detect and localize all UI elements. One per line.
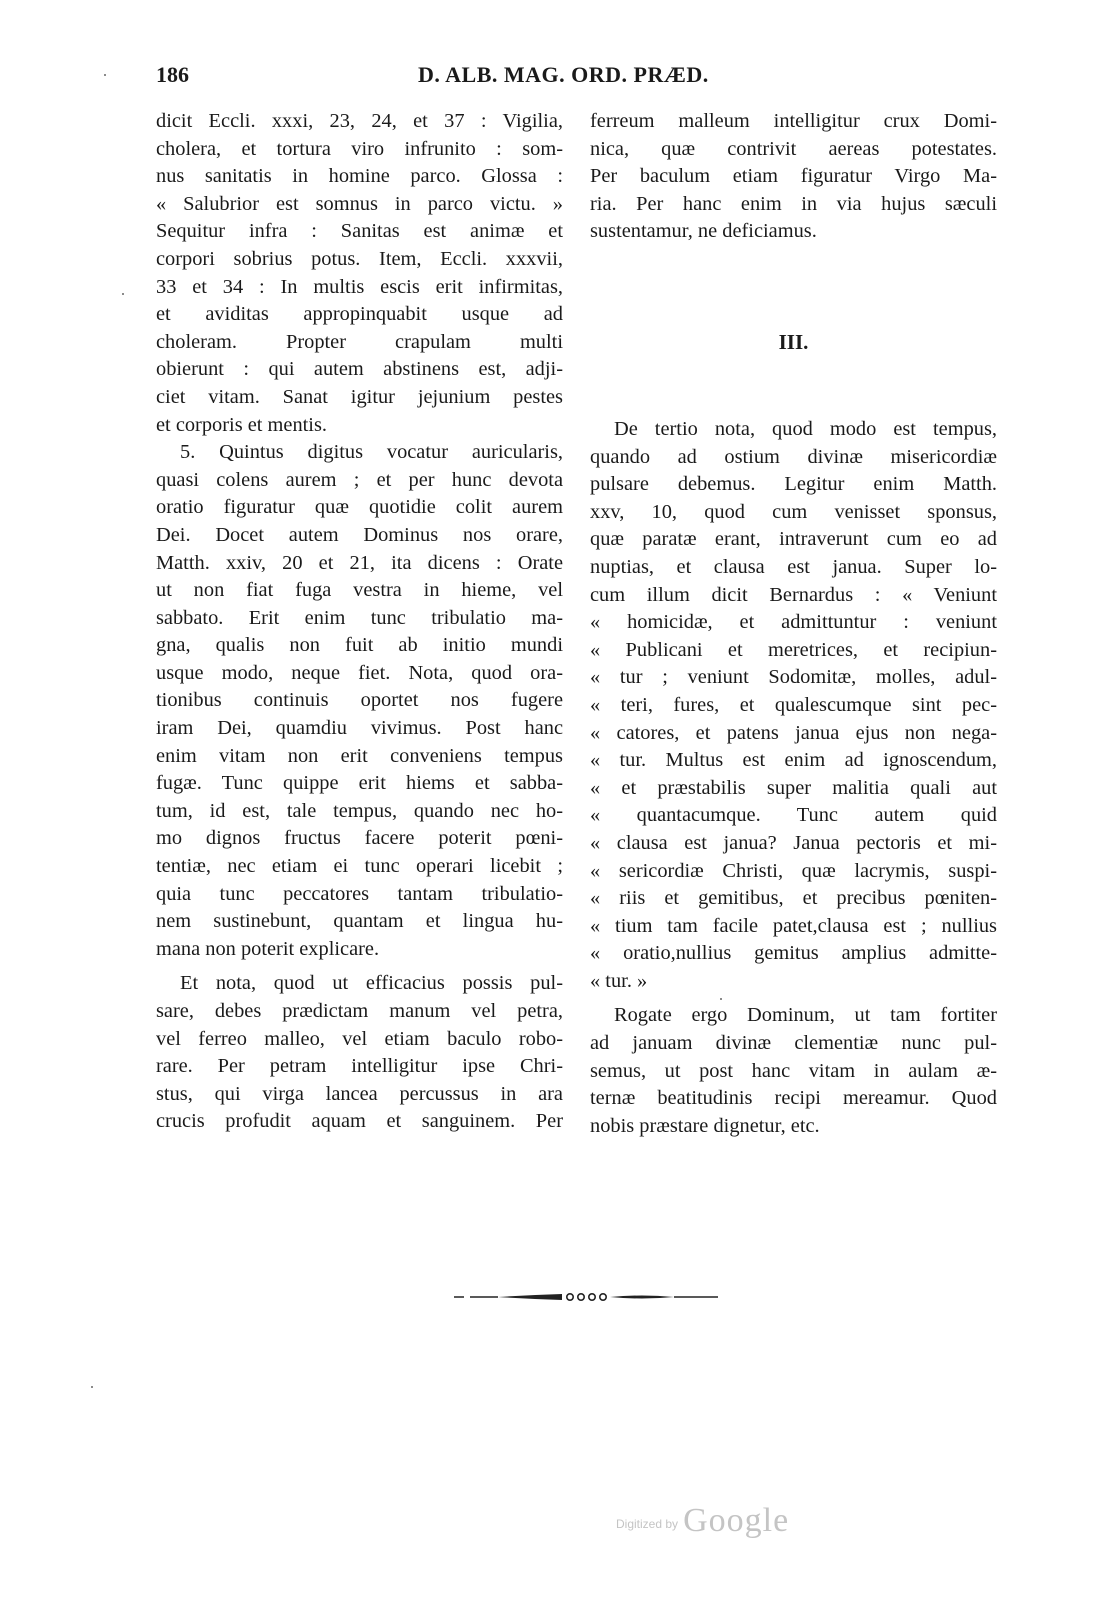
text-line: choleram. Propter crapulam multi [156,330,563,353]
text-line: rare. Per petram intelligitur ipse Chri- [156,1055,563,1078]
text-line: obierunt : qui autem abstinens est, adji- [156,358,563,381]
text-line: cholera, et tortura viro infrunito : som- [156,137,563,160]
text-line: nuptias, et clausa est janua. Super lo- [590,555,997,578]
text-line: dicit Eccli. xxxi, 23, 24, et 37 : Vigilia, [156,110,563,132]
text-line: usque modo, neque fiet. Nota, quod ora- [156,661,563,684]
text-line: quando ad ostium divinæ misericordiæ [590,445,997,468]
text-line: « teri, fures, et qualescumque sint pec- [590,693,997,716]
text-line: quæ paratæ erant, intraverunt cum eo ad [590,528,997,551]
text-line: « Salubrior est somnus in parco victu. » [156,192,563,215]
text-line: et aviditas appropinquabit usque ad [156,303,563,326]
text-line: nica, quæ contrivit aereas potestates. [590,137,997,160]
text-line: semus, ut post hanc vitam in aulam æ- [590,1059,997,1082]
text-line: sabbato. Erit enim tunc tribulatio ma- [156,606,563,629]
text-line: vel ferreo malleo, vel etiam baculo robo- [156,1027,563,1050]
text-line: Dei. Docet autem Dominus nos orare, [156,523,563,546]
text-line: nobis præstare dignetur, etc. [590,1114,820,1137]
left-column [156,108,563,1136]
text-line: tentiæ, nec etiam ei tunc operari licebit ; [156,855,563,878]
digitized-watermark [616,1502,789,1542]
section-heading: III. [778,330,809,354]
text-line: ut non fiat fuga vestra in hieme, vel [156,579,563,602]
ornament-rule [450,1286,722,1308]
text-line: gna, qualis non fuit ab initio mundi [156,634,563,657]
scan-speck [104,74,106,76]
text-line: « riis et gemitibus, et precibus pœniten- [590,887,997,910]
text-line: « oratio,nullius gemitus amplius admitte- [590,942,997,965]
scan-speck [91,1386,93,1388]
text-line: ciet vitam. Sanat igitur jejunium pestes [156,385,563,408]
text-line: quasi colens aurem ; et per hunc devota [156,468,563,491]
watermark-prefix: Digitized by [616,1517,679,1531]
text-line: fugæ. Tunc quippe erit hiems et sabba- [156,772,563,795]
text-line: 5. Quintus digitus vocatur auricularis, [180,441,563,464]
text-line: « catores, et patens janua ejus non nega- [590,721,997,744]
text-line: crucis profudit aquam et sanguinem. Per [156,1110,563,1133]
text-line: 33 et 34 : In multis escis erit infirmitas, [156,275,563,298]
text-line: tum, id est, tale tempus, quando nec ho- [156,799,563,822]
text-line: Matth. xxiv, 20 et 21, ita dicens : Orate [156,551,563,574]
text-line: ternæ beatitudinis recipi mereamur. Quod [590,1087,997,1110]
text-line: « et præstabilis super malitia quali aut [590,776,997,799]
text-line: Sequitur infra : Sanitas est animæ et [156,220,563,243]
text-line: « tur. » [590,969,648,992]
text-line: et corporis et mentis. [156,413,328,436]
text-line: ferreum malleum intelligitur crux Domi- [590,110,997,132]
text-line: corpori sobrius potus. Item, Eccli. xxxvii, [156,247,563,270]
text-line: « Publicani et meretrices, et recipiun- [590,638,997,661]
text-line: nem sustinebunt, quantam et lingua hu- [156,910,563,933]
text-line: oratio figuratur quæ quotidie colit aurem [156,496,563,519]
text-line: tionibus continuis oportet nos fugere [156,689,563,712]
text-line: nus sanitatis in homine parco. Glossa : [156,165,563,188]
text-line: sare, debes prædictam manum vel petra, [156,1000,563,1022]
text-line: Rogate ergo Dominum, ut tam fortiter [614,1004,997,1027]
text-line: « tur. Multus est enim ad ignoscendum, [590,749,997,772]
text-line: xxv, 10, quod cum venisset sponsus, [590,500,997,523]
page-header [156,62,756,94]
text-line: cum illum dicit Bernardus : « Veniunt [590,583,997,606]
scan-speck [122,293,124,295]
right-column-bottom [590,416,997,1140]
text-line: « quantacumque. Tunc autem quid [590,804,997,827]
text-line: Per baculum etiam figuratur Virgo Ma- [590,165,997,188]
text-line: « tium tam facile patet,clausa est ; nullius [590,914,997,937]
text-line: ria. Per hanc enim in via hujus sæculi [590,192,997,215]
scan-speck [720,998,722,1000]
text-line: mana non poterit explicare. [156,937,380,960]
text-line: « tur ; veniunt Sodomitæ, molles, adul- [590,666,997,689]
text-line: sustentamur, ne deficiamus. [590,220,817,243]
text-line: enim vitam non erit conveniens tempus [156,744,563,767]
text-line: quia tunc peccatores tantam tribulatio- [156,882,563,905]
text-line: « clausa est janua? Janua pectoris et mi- [590,831,997,854]
text-line: ad januam divinæ clementiæ nunc pul- [590,1032,997,1055]
page-number: 186 [156,62,189,87]
text-line: « homicidæ, et admittuntur : veniunt [590,611,997,634]
text-line: mo dignos fructus facere poterit pœni- [156,827,563,850]
text-line: iram Dei, quamdiu vivimus. Post hanc [156,717,563,740]
right-column-top [590,108,997,246]
text-line: « sericordiæ Christi, quæ lacrymis, suspi- [590,859,997,882]
text-line: stus, qui virga lancea percussus in ara [156,1082,563,1105]
text-line: De tertio nota, quod modo est tempus, [614,418,997,440]
google-logo: Google [683,1502,790,1539]
text-line: Et nota, quod ut efficacius possis pul- [180,972,563,995]
text-line: pulsare debemus. Legitur enim Matth. [590,473,997,496]
running-head: D. ALB. MAG. ORD. PRÆD. [418,62,709,87]
